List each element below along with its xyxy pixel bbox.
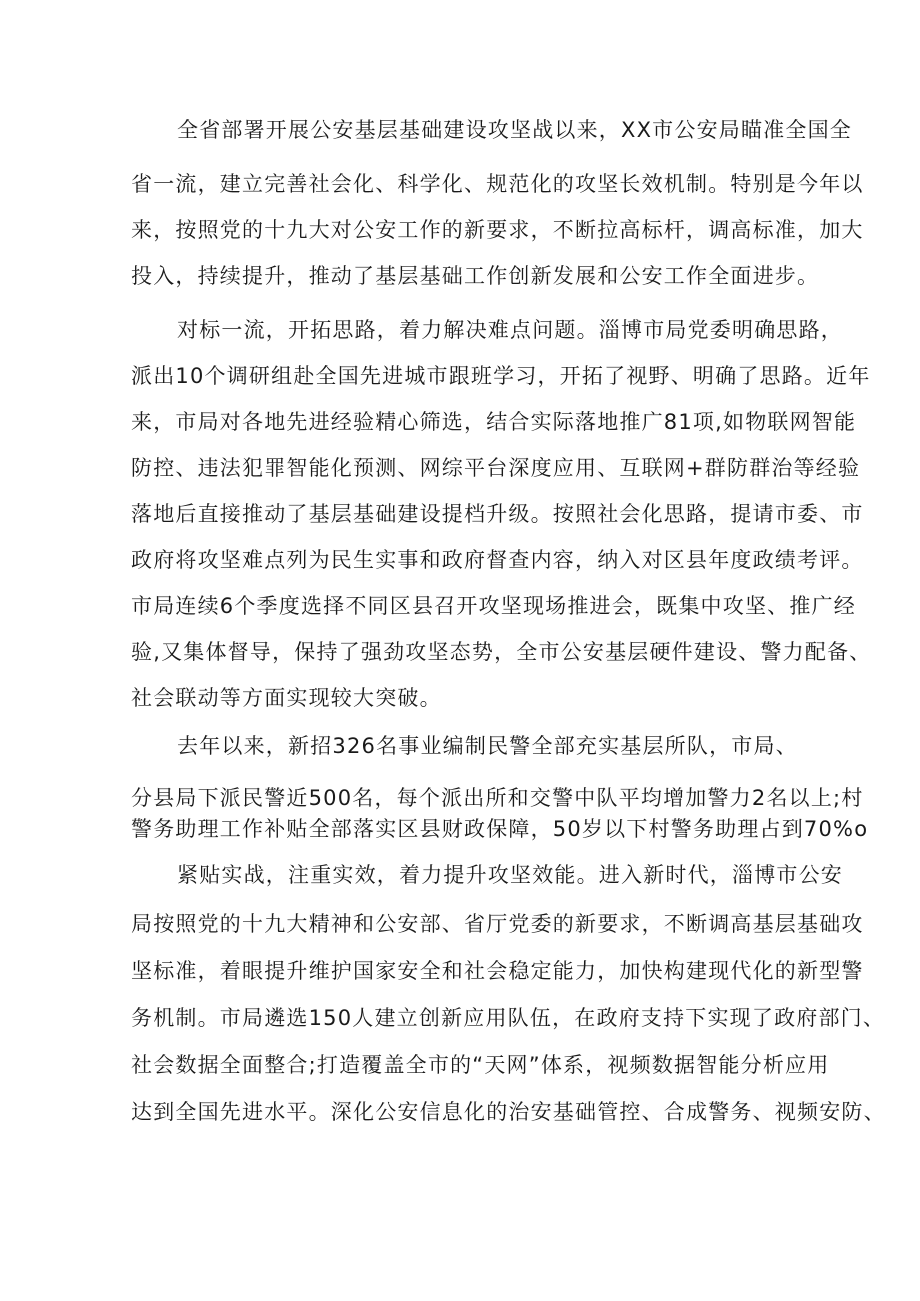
paragraph-line: 社会联动等方面实现较大突破。 [131, 686, 442, 710]
paragraph-line: 局按照党的十九大精神和公安部、省厅党委的新要求，不断调高基层基础攻 [131, 912, 864, 936]
paragraph-line: 对标一流，开拓思路，着力解决难点问题。淄博市局党委明确思路， [177, 318, 843, 342]
paragraph-line: 全省部署开展公安基层基础建设攻坚战以来，XX市公安局瞄准全国全 [177, 118, 852, 142]
paragraph-line: 政府将攻坚难点列为民生实事和政府督查内容，纳入对区县年度政绩考评。 [131, 548, 864, 572]
paragraph-line: 派出10个调研组赴全国先进城市跟班学习，开拓了视野、明确了思路。近年 [131, 364, 871, 388]
paragraph-line: 落地后直接推动了基层基础建设提档升级。按照社会化思路，提请市委、市 [131, 502, 864, 526]
paragraph-line: 坚标准，着眼提升维护国家安全和社会稳定能力，加快构建现代化的新型警 [131, 959, 864, 983]
paragraph-line: 来，按照党的十九大对公安工作的新要求，不断拉高标杆，调高标准，加大 [131, 218, 864, 242]
paragraph-line: 达到全国先进水平。深化公安信息化的治安基础管控、合成警务、视频安防、 [131, 1100, 886, 1124]
paragraph-line: 防控、违法犯罪智能化预测、网综平台深度应用、互联网+群防群治等经验 [131, 456, 861, 480]
paragraph-line: 社会数据全面整合;打造覆盖全市的“天网”体系，视频数据智能分析应用 [131, 1053, 830, 1077]
paragraph-line: 去年以来，新招326名事业编制民警全部充实基层所队，市局、 [177, 734, 798, 758]
paragraph-line: 省一流，建立完善社会化、科学化、规范化的攻坚长效机制。特别是今年以 [131, 172, 864, 196]
paragraph-line: 紧贴实战，注重实效，着力提升攻坚效能。进入新时代，淄博市公安 [177, 863, 843, 887]
paragraph-line: 务机制。市局遴选150人建立创新应用队伍，在政府支持下实现了政府部门、 [131, 1006, 886, 1030]
paragraph-line: 验,又集体督导，保持了强劲攻坚态势，全市公安基层硬件建设、警力配备、 [131, 640, 872, 664]
paragraph-line: 市局连续6个季度选择不同区县召开攻坚现场推进会，既集中攻坚、推广经 [131, 594, 856, 618]
paragraph-line: 投入，持续提升，推动了基层基础工作创新发展和公安工作全面进步。 [131, 264, 820, 288]
paragraph-line: 警务助理工作补贴全部落实区县财政保障，50岁以下村警务助理占到70%o [131, 817, 869, 841]
paragraph-line: 来，市局对各地先进经验精心筛选，结合实际落地推广81项,如物联网智能 [131, 410, 857, 434]
paragraph-line: 分县局下派民警近500名，每个派出所和交警中队平均增加警力2名以上;村 [131, 786, 864, 810]
